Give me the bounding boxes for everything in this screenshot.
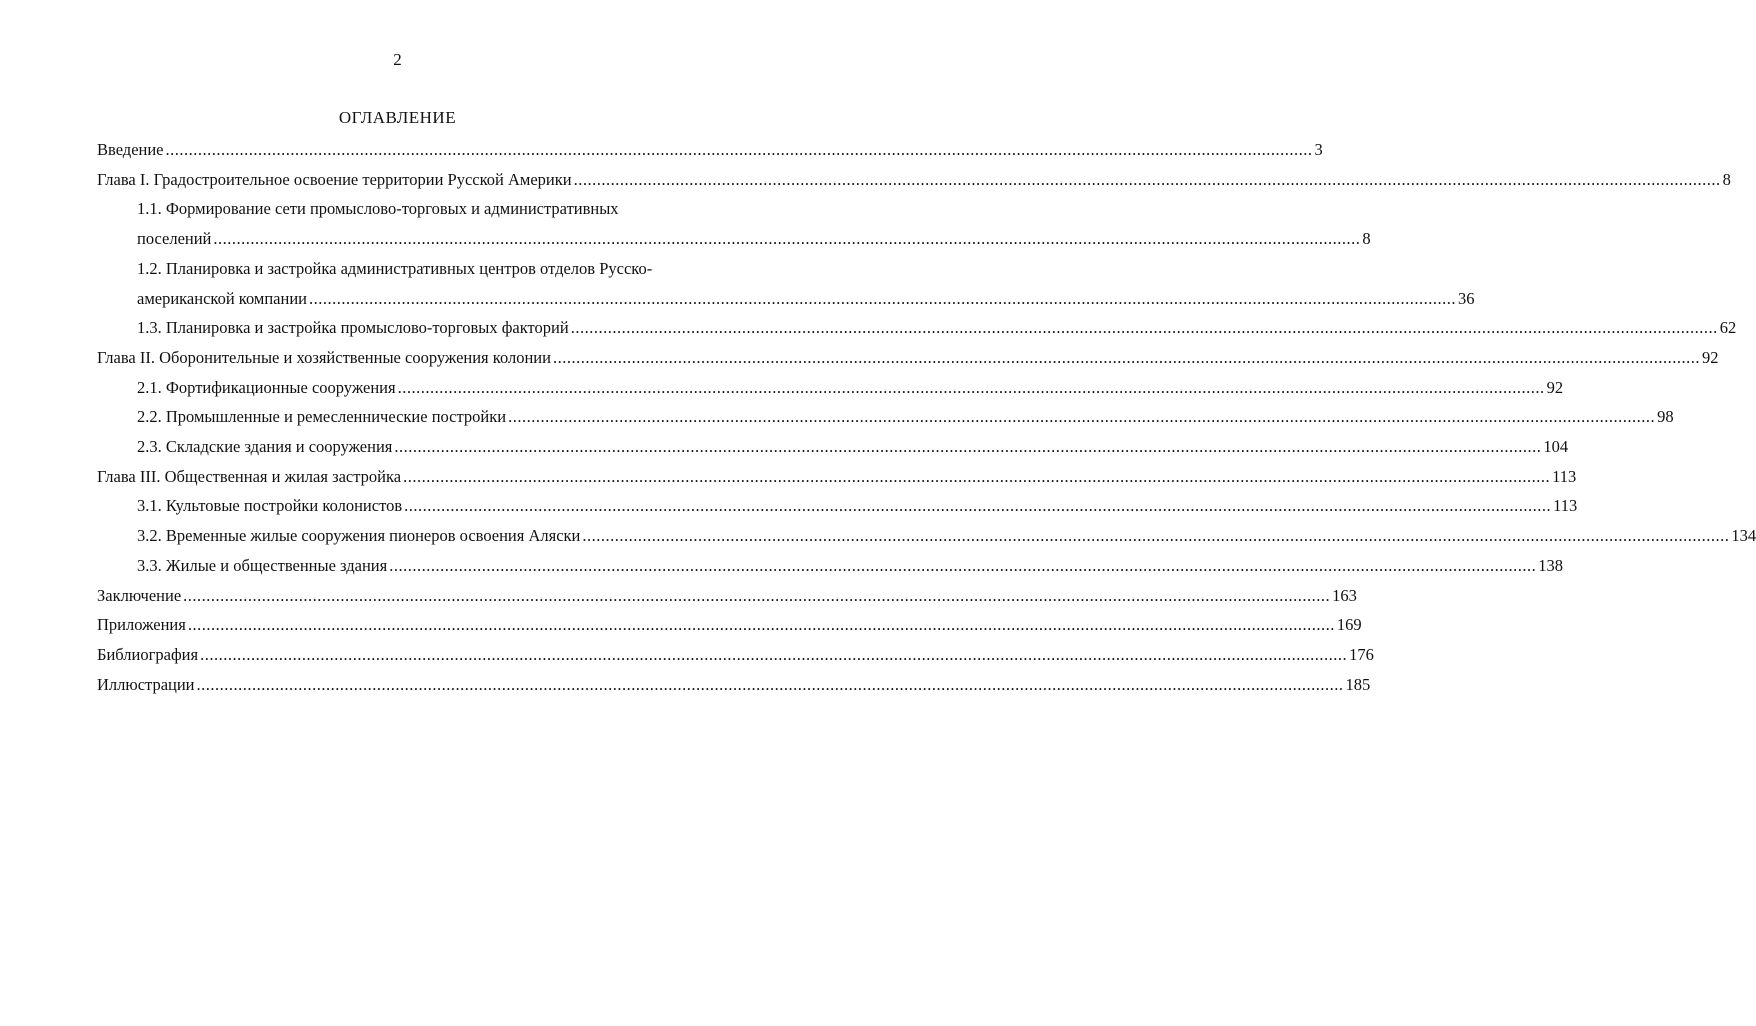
dot-leader [200,640,1347,670]
toc-entry-label: 2.1. Фортификационные сооружения [137,377,396,397]
toc-entry-section-3-2[interactable] [97,521,1756,551]
toc-entry-section-1-2[interactable] [97,254,1475,313]
toc-entry-section-2-2[interactable] [97,402,1674,432]
toc-entry-label: 1.3. Планировка и застройка промыслово-торговых факторий [137,318,569,338]
toc-entry-introduction[interactable] [97,135,1323,165]
toc-entry-page: 113 [1553,496,1578,516]
toc-entry-page: 169 [1336,615,1362,635]
toc-entry-page: 98 [1657,407,1674,427]
toc-entry-page: 134 [1731,526,1756,546]
dot-leader [571,313,1718,343]
toc-entry-chapter-2[interactable] [97,343,1719,373]
toc-entry-section-1-1[interactable] [97,194,1371,253]
dot-leader [553,343,1700,373]
toc-entry-bibliography[interactable] [97,640,1374,670]
toc-entry-page: 36 [1458,288,1475,308]
toc-entry-page: 92 [1546,377,1564,397]
dot-leader [398,373,1545,403]
toc-entry-label: 2.3. Складские здания и сооружения [137,437,393,457]
dot-leader [213,224,1360,254]
toc-entry-section-2-3[interactable] [97,432,1569,462]
table-of-contents [97,135,1756,699]
toc-entry-label: поселений [137,229,212,249]
toc-entry-label: Приложения [97,615,186,635]
toc-entry-label: 3.1. Культовые постройки колонистов [137,496,403,516]
dot-leader [197,670,1344,700]
toc-entry-page: 185 [1345,674,1371,694]
toc-entry-page: 92 [1701,347,1719,367]
toc-entry-label: Введение [97,140,164,159]
toc-entry-page: 8 [1362,229,1371,249]
toc-title: ОГЛАВЛЕНИЕ [338,108,457,127]
dot-leader [166,135,1313,165]
toc-entry-label: Глава III. Общественная и жилая застройка [97,466,402,486]
toc-entry-chapter-1[interactable] [97,165,1731,195]
toc-entry-section-1-3[interactable] [97,313,1737,343]
toc-entry-label-line1: 1.1. Формирование сети промыслово-торговых и административных [137,199,619,219]
toc-entry-label: Библиография [97,644,199,664]
toc-entry-label: Глава II. Оборонительные и хозяйственные сооружения колонии [97,347,551,367]
toc-entry-illustrations[interactable] [97,670,1371,700]
dot-leader [309,284,1456,314]
toc-entry-page: 8 [1722,169,1731,189]
page-number: 2 [393,50,402,69]
dot-leader [582,521,1729,551]
dot-leader [574,165,1721,195]
dot-leader [394,432,1541,462]
toc-entry-page: 113 [1552,466,1577,486]
toc-entry-chapter-3[interactable] [97,462,1577,492]
dot-leader [389,551,1536,581]
toc-entry-page: 62 [1719,318,1737,338]
toc-entry-page: 138 [1538,555,1563,575]
dot-leader [508,402,1655,432]
dot-leader [403,462,1550,492]
dot-leader [183,581,1330,611]
toc-entry-label: Глава I. Градостроительное освоение территории Русской Америки [97,169,572,189]
toc-entry-page: 176 [1349,644,1374,664]
toc-entry-label: 2.2. Промышленные и ремесленнические постройки [137,407,507,427]
toc-entry-section-3-1[interactable] [97,491,1578,521]
toc-entry-page: 3 [1314,140,1323,159]
toc-entry-label: американской компании [137,288,307,308]
toc-entry-section-2-1[interactable] [97,373,1564,403]
toc-entry-appendices[interactable] [97,610,1362,640]
toc-entry-label: Иллюстрации [97,674,195,694]
dot-leader [404,491,1551,521]
toc-entry-page: 163 [1332,585,1357,605]
toc-entry-conclusion[interactable] [97,581,1357,611]
toc-entry-label: Заключение [97,585,182,605]
toc-entry-section-3-3[interactable] [97,551,1563,581]
toc-entry-page: 104 [1543,437,1569,457]
dot-leader [188,610,1335,640]
toc-entry-label: 3.3. Жилые и общественные здания [137,555,388,575]
toc-entry-label-line1: 1.2. Планировка и застройка административных центров отделов Русско- [137,258,653,278]
toc-entry-label: 3.2. Временные жилые сооружения пионеров освоения Аляски [137,526,581,546]
